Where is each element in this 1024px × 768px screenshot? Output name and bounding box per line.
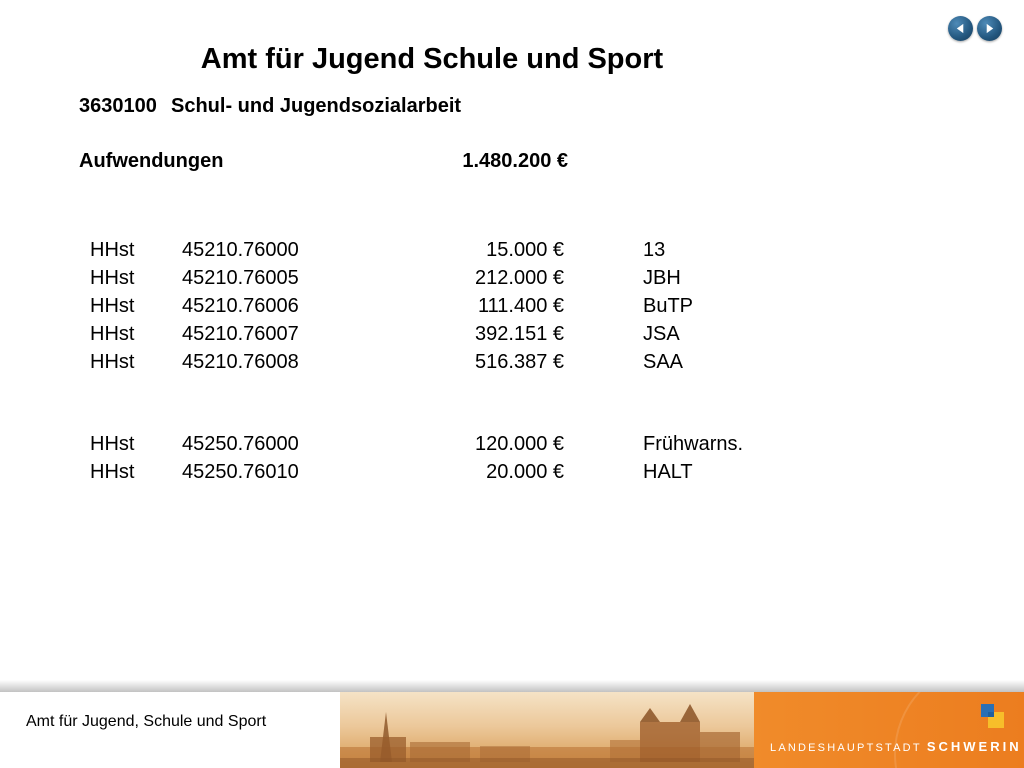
city-logo-icon [981, 704, 1007, 732]
row-note: 13 [643, 239, 666, 261]
amount: 120.000 € [475, 433, 564, 455]
row-label: HHst [90, 461, 135, 483]
amount: 20.000 € [486, 461, 564, 483]
budget-row [0, 239, 1024, 267]
previous-slide-button[interactable] [948, 16, 973, 41]
slide-navigation [948, 16, 1002, 41]
footer-department: Amt für Jugend, Schule und Sport [26, 713, 267, 730]
city-brand-text [770, 739, 1022, 754]
next-slide-button[interactable] [977, 16, 1002, 41]
budget-row [0, 461, 1024, 489]
row-note: SAA [643, 351, 684, 373]
amount: 212.000 € [475, 267, 564, 289]
budget-row [0, 323, 1024, 351]
account-code: 45210.76005 [182, 267, 299, 289]
account-code: 45210.76008 [182, 351, 299, 373]
account-code: 45250.76010 [182, 461, 299, 483]
amount: 516.387 € [475, 351, 564, 373]
row-label: HHst [90, 267, 135, 289]
amount: 15.000 € [486, 239, 564, 261]
footer-divider [0, 680, 1024, 692]
expenses-label: Aufwendungen [79, 150, 224, 172]
row-note: BuTP [643, 295, 694, 317]
budget-row [0, 267, 1024, 295]
account-code: 45250.76000 [182, 433, 299, 455]
budget-row [0, 433, 1024, 461]
expenses-total: 1.480.200 € [462, 150, 568, 172]
brand-city: SCHWERIN [926, 739, 1022, 754]
row-label: HHst [90, 239, 135, 261]
row-label: HHst [90, 323, 135, 345]
city-skyline-image [340, 692, 754, 768]
account-code: 45210.76000 [182, 239, 299, 261]
row-note: Frühwarns. [643, 433, 744, 455]
budget-code: 3630100 [79, 95, 157, 117]
brand-prefix: LANDESHAUPTSTADT [770, 742, 922, 754]
budget-row [0, 351, 1024, 379]
amount: 392.151 € [475, 323, 564, 345]
amount: 111.400 € [477, 295, 564, 317]
chevron-right-icon [983, 22, 996, 35]
row-note: JBH [643, 267, 681, 289]
city-brand-banner [754, 692, 1024, 768]
budget-label: Schul- und Jugendsozialarbeit [171, 95, 462, 117]
row-label: HHst [90, 295, 135, 317]
budget-heading [79, 95, 461, 118]
row-label: HHst [90, 433, 135, 455]
footer [0, 692, 1024, 768]
chevron-left-icon [954, 22, 967, 35]
row-note: HALT [643, 461, 693, 483]
row-note: JSA [643, 323, 680, 345]
footer-city-photo [340, 692, 754, 768]
row-label: HHst [90, 351, 135, 373]
account-code: 45210.76006 [182, 295, 299, 317]
account-code: 45210.76007 [182, 323, 299, 345]
budget-row [0, 295, 1024, 323]
slide-title: Amt für Jugend Schule und Sport [200, 43, 664, 75]
